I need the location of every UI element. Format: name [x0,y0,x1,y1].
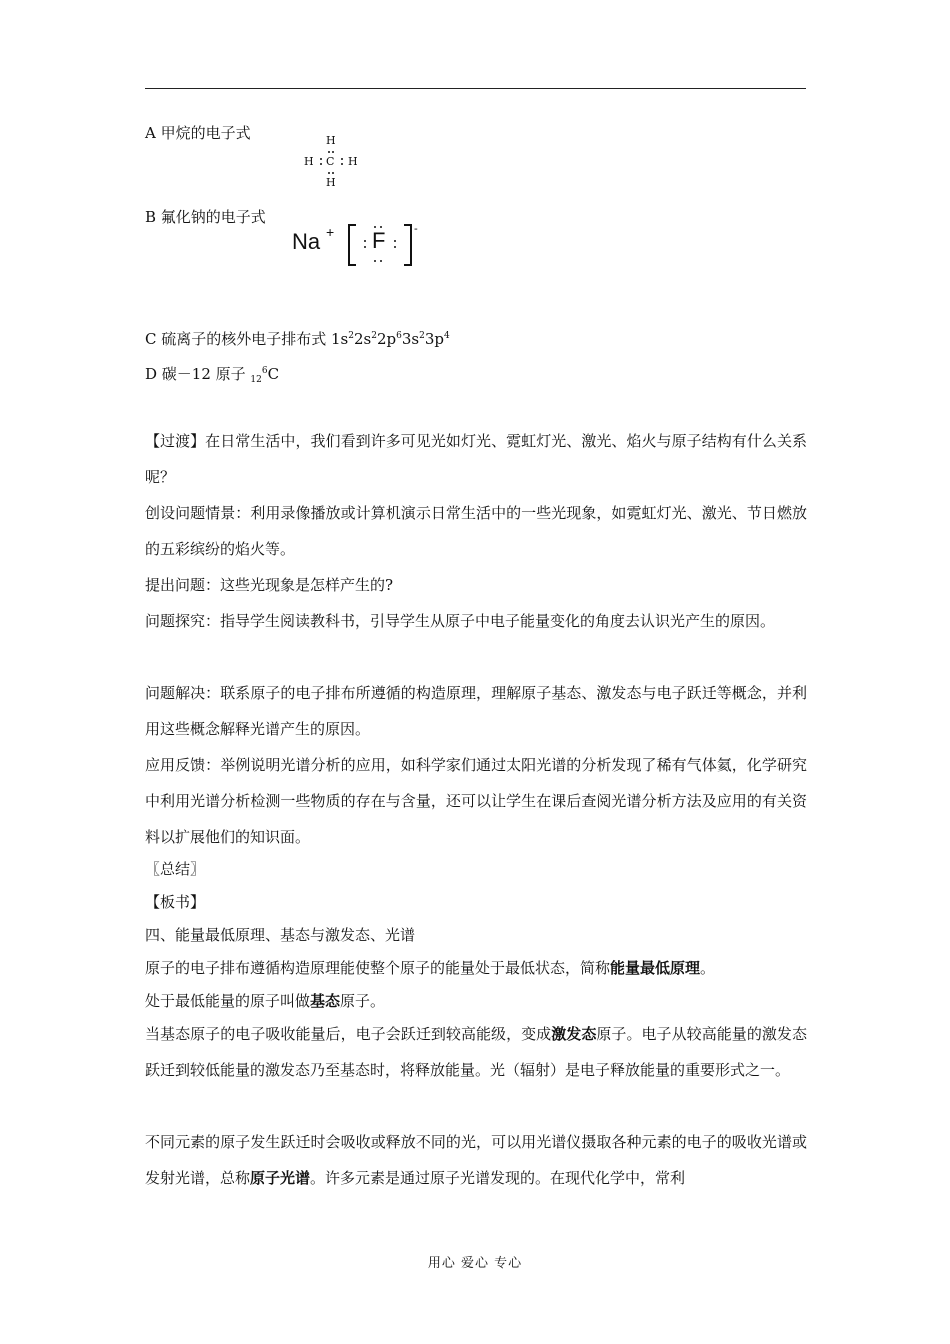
electron-dot [332,172,334,174]
paragraph-atomic-spectrum: 不同元素的原子发生跃迁时会吸收或释放不同的光，可以用光谱仪摄取各种元素的电子的吸收光谱或发射光谱，总称原子光谱。许多元素是通过原子光谱发现的。在现代化学中，常利 [145,1133,807,1187]
term-lowest-energy: 能量最低原理 [610,959,701,977]
sulfide-configuration: $1s^22s^22p^63s^23p^4$ [331,330,450,348]
methane-h-bottom: H [326,176,336,189]
step-feedback: 应用反馈：举例说明光谱分析的应用，如科学家们通过太阳光谱的分析发现了稀有气体氦，化学研究中利用光谱分析检测一些物质的存在与含量，还可以让学生在课后查阅光谱分析方法及应用的有关资料以扩展他们的知识面。 [145,756,807,846]
paragraph-ground-state: 处于最低能量的原子叫做基态原子。 [145,992,386,1010]
option-c-label: C 硫离子的核外电子排布式 [145,330,332,348]
summary-heading: 〖总结〗 [145,860,206,878]
electron-dot [332,151,334,153]
fluorine-symbol: F [372,228,386,253]
electron-dot [364,246,366,248]
bracket-right [404,224,412,266]
board-heading: 【板书】 [145,893,206,911]
option-d-label: D 碳－12 原子 [145,365,251,383]
methane-h-right: H [348,155,358,168]
step-question: 提出问题：这些光现象是怎样产生的? [145,576,394,594]
option-d [145,365,279,383]
option-b: B 氟化钠的电子式 [145,208,266,226]
option-c [145,330,450,348]
electron-dot [374,226,376,228]
electron-dot [374,260,376,262]
electron-dot [341,158,343,160]
methane-c: C [326,155,335,168]
carbon-isotope: $_{12}^6$C [250,365,280,385]
electron-dot [328,151,330,153]
electron-dot [394,240,396,242]
option-a: A 甲烷的电子式 [145,124,251,142]
step-situation: 创设问题情景：利用录像播放或计算机演示日常生活中的一些光现象，如霓虹灯光、激光、节日燃放的五彩缤纷的焰火等。 [145,504,807,558]
term-ground-state: 基态 [310,992,341,1010]
electron-dot [328,172,330,174]
electron-dot [320,163,322,165]
term-atomic-spectrum: 原子光谱 [250,1169,311,1187]
paragraph-excited-state: 当基态原子的电子吸收能量后，电子会跃迁到较高能级，变成激发态原子。电子从较高能量的激发态跃迁到较低能量的激发态乃至基态时，将释放能量。光（辐射）是电子释放能量的重要形式之一。 [145,1025,807,1079]
methane-electron-formula [300,134,370,194]
electron-dot [320,158,322,160]
sodium-charge: + [326,224,335,240]
electron-dot [341,163,343,165]
bracket-left [348,224,356,266]
page-footer: 用心 爱心 专心 [427,1256,523,1271]
term-excited-state: 激发态 [551,1025,597,1043]
electron-dot [394,246,396,248]
methane-h-top: H [326,134,336,147]
step-exploration: 问题探究：指导学生阅读教科书，引导学生从原子中电子能量变化的角度去认识光产生的原因。 [145,612,776,630]
methane-h-left: H [304,155,314,168]
electron-dot [380,226,382,228]
step-solution: 问题解决：联系原子的电子排布所遵循的构造原理，理解原子基态、激发态与电子跃迁等概念，并利用这些概念解释光谱产生的原因。 [145,684,807,738]
section-title: 四、能量最低原理、基态与激发态、光谱 [145,926,416,944]
paragraph-lowest-energy: 原子的电子排布遵循构造原理能使整个原子的能量处于最低状态，简称能量最低原理。 [145,959,716,977]
sodium-symbol: Na [292,229,321,254]
electron-dot [380,260,382,262]
naf-electron-formula [290,218,430,270]
transition-paragraph: 【过渡】在日常生活中，我们看到许多可见光如灯光、霓虹灯光、激光、焰火与原子结构有什么关系呢？ [145,432,807,486]
fluoride-charge: - [414,222,418,235]
header-rule [145,88,806,89]
electron-dot [364,240,366,242]
